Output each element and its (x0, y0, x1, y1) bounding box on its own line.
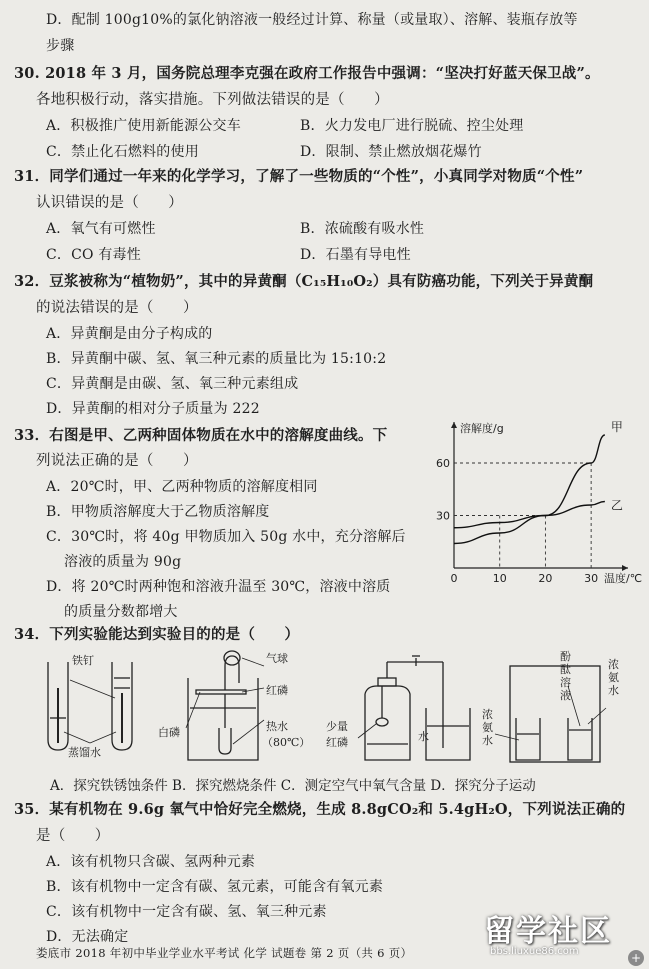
apparatus-c-bottle (358, 656, 470, 760)
x-tick-label: 0 (450, 572, 458, 585)
watermark-title: 留学社区 (484, 914, 612, 949)
q32-stem-line2: 的说法错误的是（ ） (36, 300, 198, 316)
y-axis-label: 溶解度/g (460, 422, 504, 435)
q34-stem: 34．下列实验能达到实验目的的是（ ） (14, 626, 300, 643)
q32-stem-line1: 32．豆浆被称为“植物奶”，其中的异黄酮（C₁₅H₁₀O₂）具有防癌功能，下列关于异黄酮 (14, 273, 594, 290)
q34-option-captions: A．探究铁锈蚀条件 B．探究燃烧条件 C．测定空气中氧气含量 D．探究分子运动 (50, 778, 536, 794)
q31-option-a: A．氧气有可燃性 (46, 221, 156, 237)
label-white-phosphorus: 白磷 (158, 726, 180, 739)
label-water: 水 (418, 730, 429, 743)
apparatus-drawing (20, 648, 640, 768)
q32-option-a: A．异黄酮是由分子构成的 (46, 326, 213, 342)
q32-option-d: D．异黄酮的相对分子质量为 222 (46, 401, 260, 417)
q33-option-b: B．甲物质溶解度大于乙物质溶解度 (46, 504, 270, 520)
series-label: 乙 (610, 498, 623, 513)
label-distilled-water: 蒸馏水 (68, 746, 101, 759)
apparatus-b-beaker (186, 651, 264, 760)
q32-option-b: B．异黄酮中碳、氢、氧三种元素的质量比为 15:10:2 (46, 351, 387, 367)
q29-option-d-line2: 步骤 (46, 38, 75, 54)
label-balloon: 气球 (266, 652, 288, 665)
y-axis-arrow (451, 422, 457, 428)
q30-stem-line1: 30. 2018 年 3 月，国务院总理李克强在政府工作报告中强调：“坚决打好蓝天保卫战”。 (14, 65, 600, 82)
series-line (454, 502, 605, 528)
q29-option-d-line1: D．配制 100g10%的氯化钠溶液一般经过计算、称量（或量取）、溶解、装瓶存放等 (46, 12, 578, 28)
label-hot-water: 热水 (266, 720, 288, 733)
q31-option-c: C．CO 有毒性 (46, 247, 141, 263)
q33-option-c-line2: 溶液的质量为 90g (64, 554, 182, 570)
q33-stem-line2: 列说法正确的是（ ） (36, 453, 198, 469)
q35-stem-line1: 35．某有机物在 9.6g 氧气中恰好完全燃烧，生成 8.8gCO₂和 5.4gH₂O，下列说法正确的 (14, 801, 626, 818)
label-conc-ammonia-right: 浓氨水 (608, 658, 619, 697)
series-label: 甲 (610, 420, 623, 434)
watermark-url: bbs.liuxue86.com (490, 946, 579, 957)
q35-option-d: D．无法确定 (46, 929, 129, 945)
q33-option-d-line2: 的质量分数都增大 (64, 604, 178, 620)
q33-stem-line1: 33．右图是甲、乙两种固体物质在水中的溶解度曲线。下 (14, 427, 388, 444)
x-axis-arrow (622, 565, 628, 571)
q30-option-b: B．火力发电厂进行脱硫、控尘处理 (300, 118, 524, 134)
apparatus-a-test-tubes (48, 662, 132, 750)
q32-option-c: C．异黄酮是由碳、氢、氧三种元素组成 (46, 376, 299, 392)
q34-apparatus-figure (20, 648, 640, 768)
q31-stem-line1: 31．同学们通过一年来的化学学习，了解了一些物质的“个性”，小真同学对物质“个性” (14, 168, 584, 185)
x-tick-label: 10 (492, 572, 507, 585)
q30-option-c: C．禁止化石燃料的使用 (46, 144, 199, 160)
x-tick-label: 20 (538, 572, 553, 585)
label-red-phosphorus-c: 红磷 (326, 736, 348, 749)
site-watermark (478, 906, 644, 966)
q31-option-d: D．石墨有导电性 (300, 247, 411, 263)
q33-option-c-line1: C．30℃时，将 40g 甲物质加入 50g 水中，充分溶解后 (46, 529, 406, 545)
label-conc-ammonia-left: 浓氨水 (482, 708, 493, 747)
label-red-phosphorus-b: 红磷 (266, 684, 288, 697)
page-footer: 娄底市 2018 年初中毕业学业水平考试 化学 试题卷 第 2 页（共 6 页） (36, 946, 413, 960)
label-small-amount: 少量 (326, 720, 348, 733)
q30-stem-line2: 各地积极行动，落实措施。下列做法错误的是（ ） (36, 92, 389, 108)
series-line (454, 435, 605, 544)
x-tick-label: 30 (584, 572, 599, 585)
q30-option-d: D．限制、禁止燃放烟花爆竹 (300, 144, 482, 160)
q31-stem-line2: 认识错误的是（ ） (36, 195, 183, 211)
q33-option-a: A．20℃时，甲、乙两种物质的溶解度相同 (46, 479, 318, 495)
y-tick-label: 60 (436, 457, 450, 470)
q35-option-c: C．该有机物中一定含有碳、氢、氧三种元素 (46, 904, 327, 920)
q35-option-b: B．该有机物中一定含有碳、氢元素，可能含有氧元素 (46, 879, 384, 895)
q35-stem-line2: 是（ ） (36, 828, 110, 844)
label-temperature: （80℃） (262, 736, 311, 749)
solubility-curve-chart (420, 418, 642, 590)
label-iron-nail: 铁钉 (72, 654, 94, 667)
q35-option-a: A．该有机物只含碳、氢两种元素 (46, 854, 256, 870)
apparatus-d-beakers (495, 666, 606, 762)
q33-option-d-line1: D．将 20℃时两种饱和溶液升温至 30℃，溶液中溶质 (46, 579, 391, 595)
plus-icon[interactable]: + (628, 950, 644, 966)
q31-option-b: B．浓硫酸有吸水性 (300, 221, 425, 237)
label-phenolphthalein: 酚酞溶液 (560, 650, 571, 702)
y-tick-label: 30 (436, 509, 450, 523)
q30-option-a: A．积极推广使用新能源公交车 (46, 118, 241, 134)
x-axis-label: 温度/℃ (604, 572, 642, 585)
